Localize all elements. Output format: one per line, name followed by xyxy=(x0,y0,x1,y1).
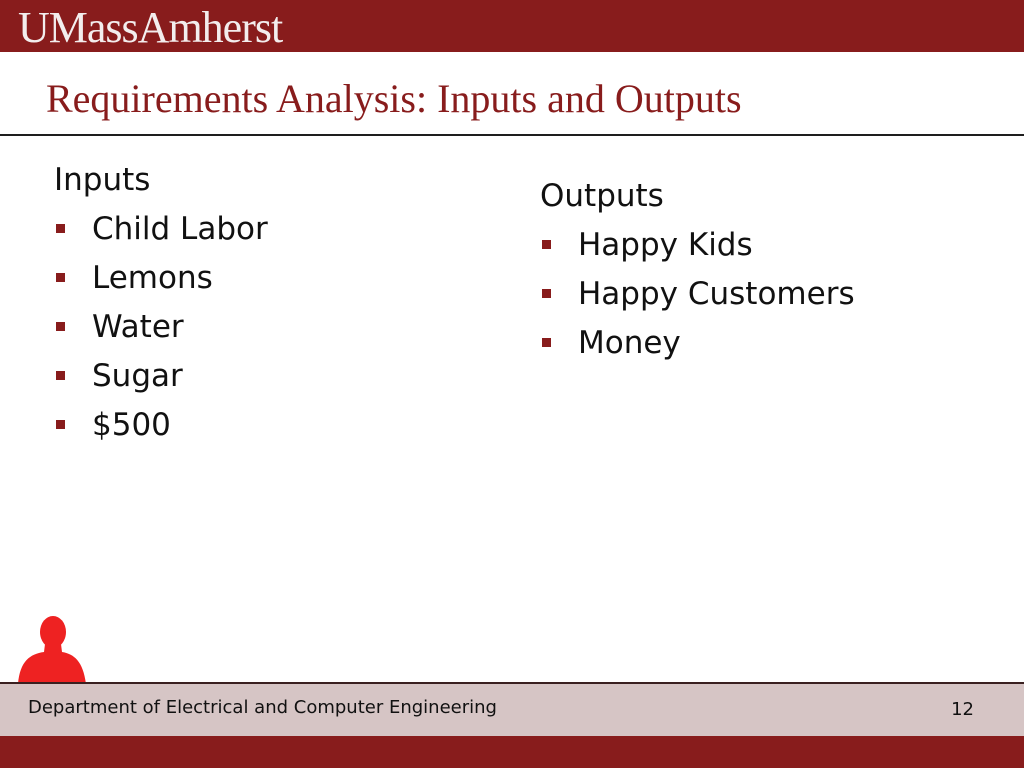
person-silhouette-icon xyxy=(16,614,88,684)
page-number: 12 xyxy=(951,699,974,720)
list-item xyxy=(54,356,183,405)
inputs-heading: Inputs xyxy=(54,162,151,198)
list-item xyxy=(54,209,268,258)
list-item-text: $500 xyxy=(92,407,171,443)
outputs-heading: Outputs xyxy=(540,178,664,214)
list-item-text: Lemons xyxy=(92,260,213,296)
list-item xyxy=(54,405,171,454)
square-bullet-icon xyxy=(56,273,65,282)
header-bar xyxy=(0,0,1024,52)
umass-amherst-logo: UMassAmherst xyxy=(18,3,283,52)
inputs-list xyxy=(54,209,268,454)
square-bullet-icon xyxy=(542,289,551,298)
list-item-text: Water xyxy=(92,309,184,345)
list-item xyxy=(540,225,753,274)
slide-title: Requirements Analysis: Inputs and Outputs xyxy=(46,76,742,121)
list-item-text: Sugar xyxy=(92,358,183,394)
outputs-column xyxy=(540,176,855,372)
square-bullet-icon xyxy=(56,420,65,429)
list-item xyxy=(540,274,855,323)
title-divider xyxy=(0,134,1024,136)
square-bullet-icon xyxy=(542,240,551,249)
square-bullet-icon xyxy=(542,338,551,347)
list-item xyxy=(540,323,681,372)
square-bullet-icon xyxy=(56,371,65,380)
list-item-text: Money xyxy=(578,325,681,361)
list-item xyxy=(54,307,184,356)
bottom-bar xyxy=(0,736,1024,768)
footer-department: Department of Electrical and Computer Engineering xyxy=(28,697,497,718)
square-bullet-icon xyxy=(56,224,65,233)
list-item xyxy=(54,258,213,307)
inputs-column xyxy=(54,160,268,454)
outputs-list xyxy=(540,225,855,372)
list-item-text: Child Labor xyxy=(92,211,268,247)
square-bullet-icon xyxy=(56,322,65,331)
list-item-text: Happy Customers xyxy=(578,276,855,312)
list-item-text: Happy Kids xyxy=(578,227,753,263)
